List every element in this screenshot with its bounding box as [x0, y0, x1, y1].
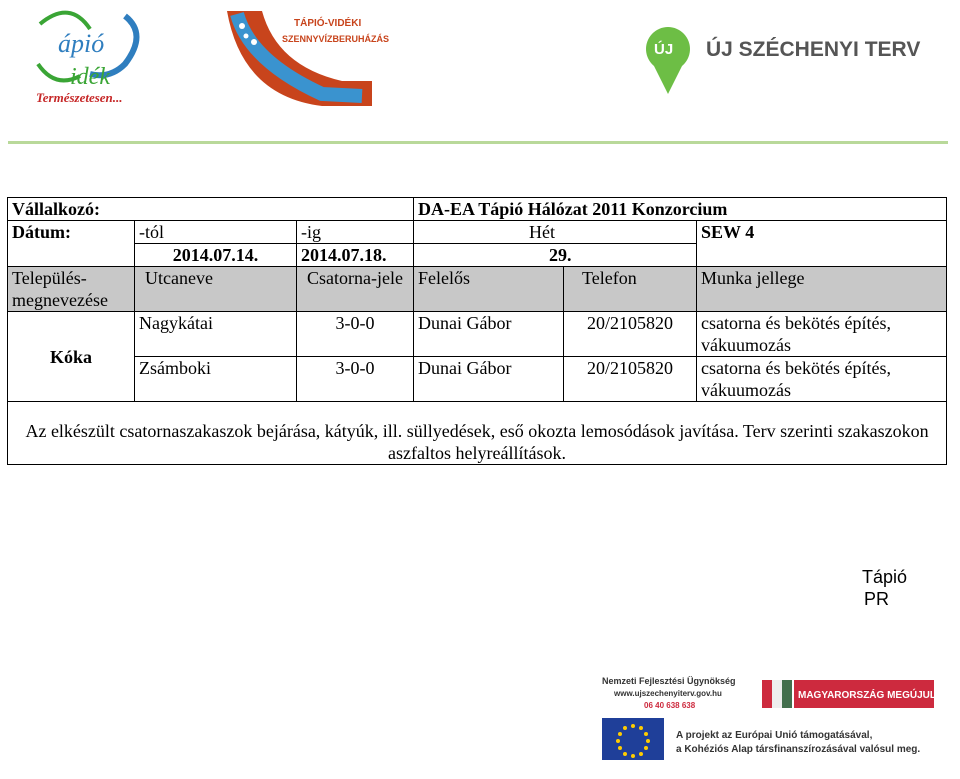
settlement-name: Kóka: [8, 312, 135, 402]
street-name: Nagykátai: [135, 312, 297, 357]
svg-text:MAGYARORSZÁG MEGÚJUL: MAGYARORSZÁG MEGÚJUL: [798, 690, 936, 701]
svg-text:A projekt az Európai Unió támo: A projekt az Európai Unió támogatásával,: [676, 730, 873, 741]
contractor-label: Vállalkozó:: [8, 198, 414, 221]
header-work-type: Munka jellege: [697, 267, 947, 312]
header-settlement: Település-megnevezése: [8, 267, 135, 312]
footer-note-line1: Tápió: [862, 567, 908, 587]
to-label: -ig: [297, 221, 414, 244]
svg-text:ápió: ápió: [58, 29, 105, 58]
svg-text:a Kohéziós Alap társfinanszíro: a Kohéziós Alap társfinanszírozásával valósul meg.: [676, 744, 921, 755]
channel-id: 3-0-0: [297, 357, 414, 402]
date-row: [8, 221, 947, 244]
work-note: Az elkészült csatornaszakaszok bejárása, kátyúk, ill. süllyedések, eső okozta lemosódások javítása. Terv szerinti szakaszokon aszfaltos helyreállítások.: [8, 402, 947, 465]
work-type: csatorna és bekötés építés, vákuumozás: [697, 312, 947, 357]
svg-text:06 40 638 638: 06 40 638 638: [644, 701, 696, 710]
szechenyi-terv-logo: [640, 14, 920, 98]
responsible-person: Dunai Gábor: [414, 357, 564, 402]
weekly-report-table: [7, 197, 947, 465]
date-label: Dátum:: [8, 221, 135, 267]
footer-note: [862, 566, 907, 610]
column-header-row: [8, 267, 947, 312]
svg-text:SZENNYVÍZBERUHÁZÁS: SZENNYVÍZBERUHÁZÁS: [282, 34, 390, 44]
work-type: csatorna és bekötés építés, vákuumozás: [697, 357, 947, 402]
footer-note-line2: PR: [864, 589, 890, 609]
tapio-videk-logo: [30, 4, 150, 104]
pipe-water-logo: [222, 6, 390, 106]
svg-text:TÁPIÓ-VIDÉKI: TÁPIÓ-VIDÉKI: [294, 18, 362, 29]
street-name: Zsámboki: [135, 357, 297, 402]
responsible-person: Dunai Gábor: [414, 312, 564, 357]
svg-text:idék: idék: [70, 64, 110, 90]
header-channel: Csatorna-jele: [297, 267, 414, 312]
header-street: Utcaneve: [135, 267, 297, 312]
note-row: [8, 402, 947, 465]
week-label: Hét: [414, 221, 697, 244]
table-row: [8, 312, 947, 357]
header-divider: [8, 141, 948, 144]
svg-text:www.ujszechenyiterv.gov.hu: www.ujszechenyiterv.gov.hu: [614, 689, 722, 698]
contractor-value: DA-EA Tápió Hálózat 2011 Konzorcium: [414, 198, 947, 221]
svg-text:Természetesen...: Természetesen...: [36, 90, 123, 105]
phone-number: 20/2105820: [564, 312, 697, 357]
svg-text:ÚJ SZÉCHENYI TERV: ÚJ SZÉCHENYI TERV: [706, 38, 921, 61]
sew-code: SEW 4: [697, 221, 947, 267]
channel-id: 3-0-0: [297, 312, 414, 357]
from-label: -tól: [135, 221, 297, 244]
phone-number: 20/2105820: [564, 357, 697, 402]
funding-logos: [600, 674, 940, 774]
svg-text:Nemzeti Fejlesztési Ügynökség: Nemzeti Fejlesztési Ügynökség: [602, 676, 736, 686]
table-row: [8, 357, 947, 402]
header-responsible: Felelős: [414, 267, 564, 312]
from-date: 2014.07.14.: [135, 244, 297, 267]
svg-text:ÚJ: ÚJ: [654, 41, 674, 58]
to-date: 2014.07.18.: [297, 244, 414, 267]
contractor-row: [8, 198, 947, 221]
header-phone: Telefon: [564, 267, 697, 312]
week-number: 29.: [414, 244, 697, 267]
